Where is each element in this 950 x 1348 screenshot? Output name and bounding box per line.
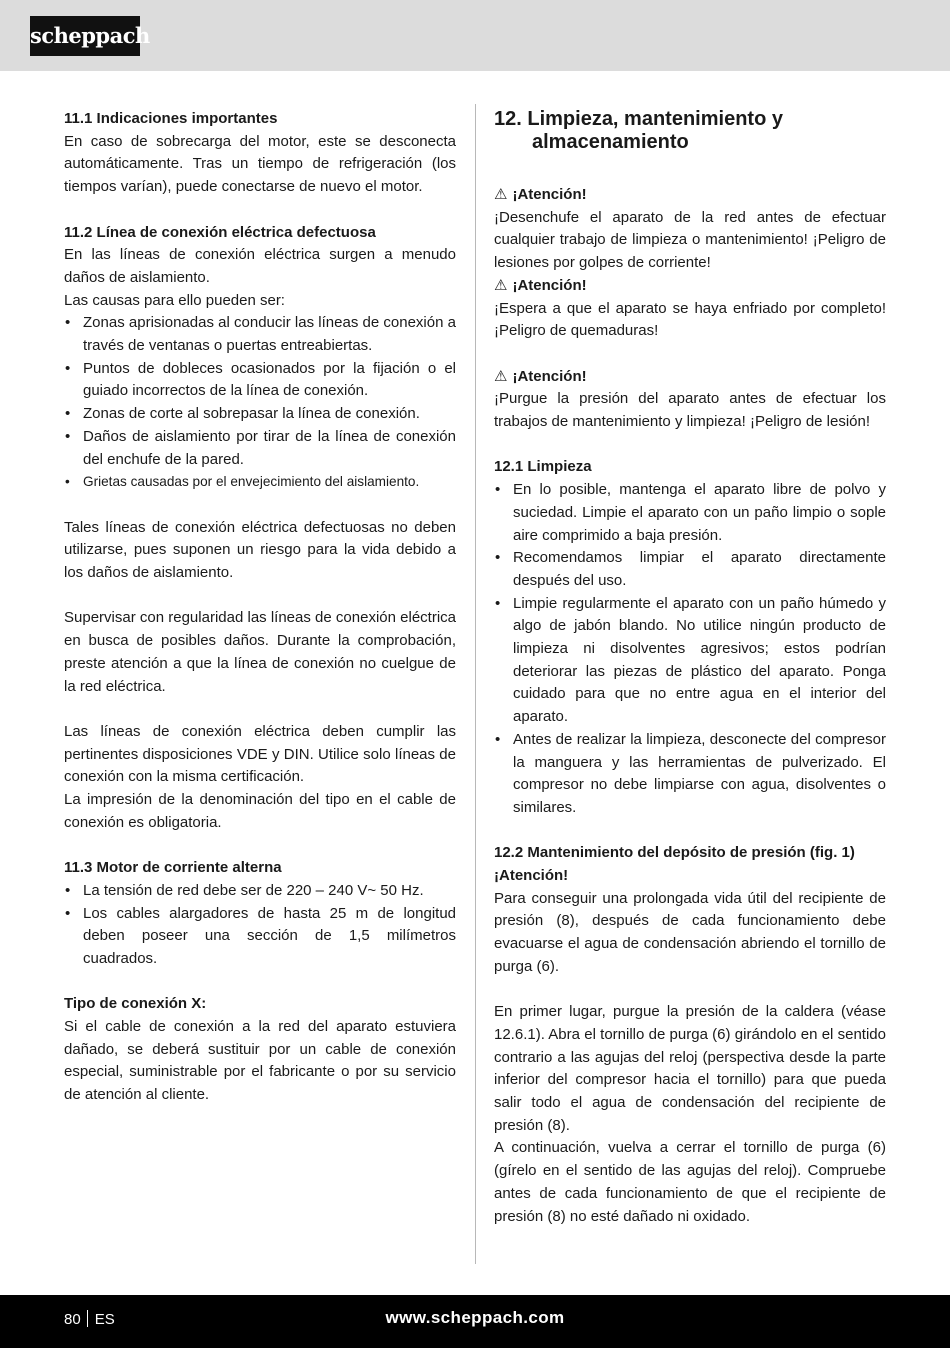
warning-text: ¡Purgue la presión del aparato antes de efectuar los trabajos de mantenimiento y limpieza! ¡Peligro de lesión!	[494, 390, 886, 431]
connection-type-text: Si el cable de conexión a la red del aparato estuviera dañado, se deberá sustituir por un cable de conexión especial, suministrable por el fabricante o por su servicio de atención al cliente.	[64, 1018, 456, 1104]
section-11-2-causes-intro: Las causas para ello pueden ser:	[64, 291, 285, 309]
list-item: • Recomendamos limpiar el aparato directamente después del uso.	[494, 547, 886, 592]
list-item: • Los cables alargadores de hasta 25 m de longitud deben poseer una sección de 1,5 milímetros cuadrados.	[64, 903, 456, 971]
warning-label: ¡Atención!	[512, 367, 587, 385]
list-item: • Zonas aprisionadas al conducir las líneas de conexión a través de ventanas o puertas entreabiertas.	[64, 312, 456, 357]
brand-logo: scheppach	[30, 16, 140, 56]
header-bar	[0, 0, 950, 71]
list-item: • Puntos de dobleces ocasionados por la fijación o el guiado incorrectos de la línea de conexión.	[64, 358, 456, 403]
section-12-1-title: 12.1 Limpieza	[494, 458, 592, 476]
warning-heading	[494, 275, 886, 298]
website-url: www.scheppach.com	[385, 1308, 565, 1327]
section-11-3-title: 11.3 Motor de corriente alterna	[64, 859, 282, 877]
warning-text: ¡Espera a que el aparato se haya enfriado por completo! ¡Peligro de quemaduras!	[494, 299, 886, 340]
page-number: 80	[64, 1311, 81, 1328]
section-11-1-text: En caso de sobrecarga del motor, este se desconecta automáticamente. Tras un tiempo de refrigeración (los tiempos varían), puede conectarse de nuevo el motor.	[64, 132, 456, 196]
list-item: • Zonas de corte al sobrepasar la línea de conexión.	[64, 403, 456, 426]
list-item: • La tensión de red debe ser de 220 – 240 V~ 50 Hz.	[64, 880, 456, 903]
causes-list	[64, 312, 456, 494]
section-12-2-title: 12.2 Mantenimiento del depósito de presión (fig. 1)	[494, 844, 855, 862]
warning-text: ¡Desenchufe el aparato de la red antes de efectuar cualquier trabajo de limpieza o mantenimiento! ¡Peligro de lesiones por golpes de corriente!	[494, 208, 886, 272]
warning-label: ¡Atención!	[512, 186, 587, 203]
list-item: • Antes de realizar la limpieza, desconecte del compresor la manguera y las herramientas de pulverizado. El compresor no debe limpiarse con agua, disolventes o similares.	[494, 729, 886, 820]
warning-triangle-icon: ⚠	[494, 367, 508, 385]
column-divider	[475, 104, 476, 1264]
warning-triangle-icon: ⚠	[494, 276, 508, 294]
section-11-1-title: 11.1 Indicaciones importantes	[64, 110, 278, 127]
section-11-2-paragraph: Las líneas de conexión eléctrica deben cumplir las pertinentes disposiciones VDE y DIN. Utilice solo líneas de conexión con la misma certificación.	[64, 722, 456, 786]
warning-label: ¡Atención!	[512, 276, 587, 294]
list-item: • Daños de aislamiento por tirar de la línea de conexión del enchufe de la pared.	[64, 426, 456, 471]
right-column	[494, 108, 886, 1228]
list-item: • Limpie regularmente el aparato con un paño húmedo y algo de jabón blando. No utilice ningún producto de limpieza ni disolventes agresivos; estos podrían deteriorar las piezas de plástico del aparato. Ponga cuidado para que no entre agua en el interior del aparato.	[494, 593, 886, 729]
motor-list	[64, 880, 456, 971]
section-11-2-paragraph: Tales líneas de conexión eléctrica defectuosas no deben utilizarse, pues suponen un riesgo para la vida debido a los daños de aislamiento.	[64, 518, 456, 582]
language-code: ES	[94, 1311, 115, 1328]
connection-type-title: Tipo de conexión X:	[64, 995, 207, 1013]
section-12-2-paragraph: A continuación, vuelva a cerrar el tornillo de purga (6) (gírelo en el sentido de las agujas del reloj). Compruebe antes de cada funcionamiento de que el recipiente de presión (8) no esté dañado ni oxidado.	[494, 1139, 886, 1225]
warning-heading	[494, 366, 886, 389]
section-11-2-paragraph: Supervisar con regularidad las líneas de conexión eléctrica en busca de posibles daños. Durante la comprobación, preste atención a que la línea de conexión no cuelgue de la red eléctrica.	[64, 609, 456, 695]
section-12-2-paragraph: En primer lugar, purgue la presión de la caldera (véase 12.6.1). Abra el tornillo de purga (6) girándolo en el sentido contrario a las agujas del reloj (perspectiva desde la parte inferior del compresor hacia el tornillo) para que pueda salir todo el agua de condensación del recipiente de presión (8).	[494, 1003, 886, 1134]
warning-triangle-icon: ⚠	[494, 186, 508, 203]
footer-bar	[0, 1295, 950, 1348]
list-item: • Grietas causadas por el envejecimiento del aislamiento.	[64, 471, 456, 494]
section-12-2-paragraph: Para conseguir una prolongada vida útil del recipiente de presión (8), después de cada funcionamiento debe evacuarse el agua de condensación abriendo el tornillo de purga (6).	[494, 889, 886, 975]
list-item: • En lo posible, mantenga el aparato libre de polvo y suciedad. Limpie el aparato con un paño limpio o sople aire comprimido a baja presión.	[494, 479, 886, 547]
left-column	[64, 108, 456, 1107]
section-11-2-title: 11.2 Línea de conexión eléctrica defectuosa	[64, 223, 376, 241]
section-11-2-paragraph: La impresión de la denominación del tipo en el cable de conexión es obligatoria.	[64, 791, 456, 831]
warning-heading	[494, 184, 886, 207]
section-12-2-attention: ¡Atención!	[494, 867, 569, 885]
section-12-title: 12. Limpieza, mantenimiento y almacenamiento	[494, 108, 783, 153]
section-11-2-paragraph: En las líneas de conexión eléctrica surgen a menudo daños de aislamiento.	[64, 246, 456, 286]
cleaning-list	[494, 479, 886, 820]
